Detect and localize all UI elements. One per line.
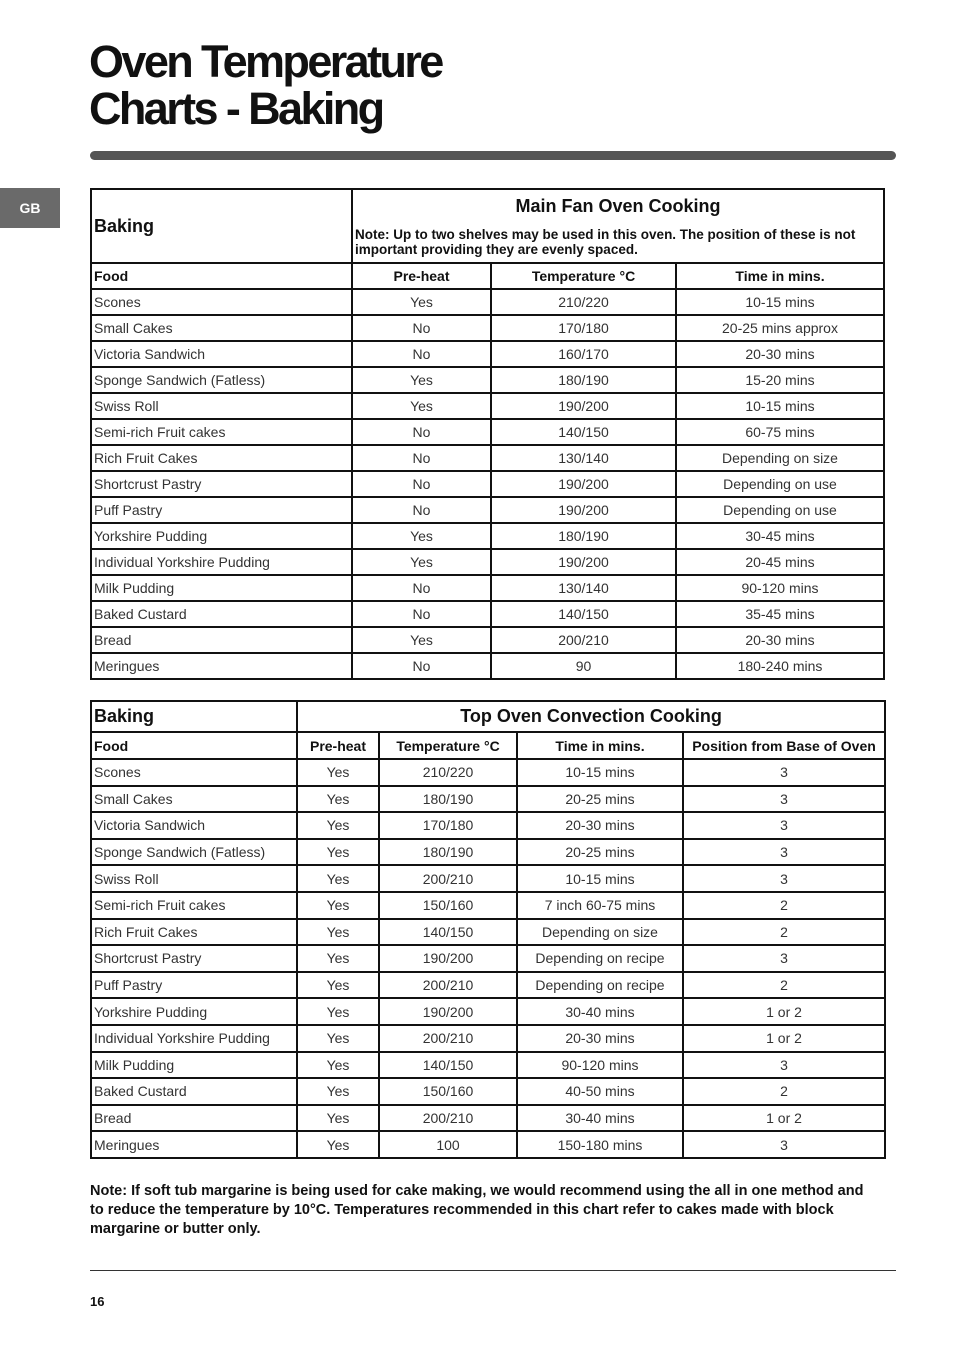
temperature-cell: 150/160	[379, 1078, 517, 1105]
temperature-cell: 180/190	[379, 839, 517, 866]
time-cell: 7 inch 60-75 mins	[517, 892, 683, 919]
food-cell: Individual Yorkshire Pudding	[91, 549, 352, 575]
time-cell: 15-20 mins	[676, 367, 884, 393]
temperature-cell: 200/210	[379, 1105, 517, 1132]
temperature-cell: 130/140	[491, 445, 676, 471]
time-cell: 20-25 mins	[517, 839, 683, 866]
temperature-cell: 190/200	[491, 471, 676, 497]
table-row	[91, 445, 884, 471]
table2-baking-label: Baking	[91, 701, 297, 732]
preheat-cell: Yes	[352, 367, 491, 393]
position-cell: 3	[683, 812, 885, 839]
time-cell: 150-180 mins	[517, 1131, 683, 1158]
position-cell: 3	[683, 786, 885, 813]
time-cell: 10-15 mins	[676, 393, 884, 419]
food-cell: Individual Yorkshire Pudding	[91, 1025, 297, 1052]
table2-col-temperature: Temperature °C	[379, 732, 517, 759]
position-cell: 3	[683, 1052, 885, 1079]
table-row	[91, 892, 885, 919]
food-cell: Milk Pudding	[91, 575, 352, 601]
time-cell: 90-120 mins	[517, 1052, 683, 1079]
table-row	[91, 601, 884, 627]
time-cell: 60-75 mins	[676, 419, 884, 445]
time-cell: 20-30 mins	[676, 627, 884, 653]
temperature-cell: 190/200	[491, 497, 676, 523]
table1-title: Main Fan Oven Cooking	[515, 195, 721, 216]
time-cell: 30-40 mins	[517, 1105, 683, 1132]
time-cell: 20-25 mins	[517, 786, 683, 813]
table-row	[91, 919, 885, 946]
time-cell: Depending on size	[676, 445, 884, 471]
table1-baking-label: Baking	[91, 189, 352, 263]
position-cell: 3	[683, 865, 885, 892]
table-row	[91, 549, 884, 575]
preheat-cell: Yes	[297, 839, 379, 866]
position-cell: 3	[683, 759, 885, 786]
temperature-cell: 90	[491, 653, 676, 679]
time-cell: 20-30 mins	[517, 812, 683, 839]
temperature-cell: 210/220	[379, 759, 517, 786]
food-cell: Victoria Sandwich	[91, 341, 352, 367]
food-cell: Sponge Sandwich (Fatless)	[91, 367, 352, 393]
position-cell: 3	[683, 945, 885, 972]
food-cell: Rich Fruit Cakes	[91, 919, 297, 946]
preheat-cell: Yes	[352, 393, 491, 419]
time-cell: 10-15 mins	[517, 759, 683, 786]
preheat-cell: No	[352, 315, 491, 341]
table-row	[91, 315, 884, 341]
table1-col-preheat: Pre-heat	[352, 263, 491, 289]
preheat-cell: Yes	[352, 627, 491, 653]
preheat-cell: No	[352, 341, 491, 367]
temperature-cell: 190/200	[379, 945, 517, 972]
food-cell: Small Cakes	[91, 315, 352, 341]
time-cell: 30-40 mins	[517, 998, 683, 1025]
food-cell: Milk Pudding	[91, 1052, 297, 1079]
time-cell: 30-45 mins	[676, 523, 884, 549]
position-cell: 3	[683, 1131, 885, 1158]
food-cell: Baked Custard	[91, 1078, 297, 1105]
table-row	[91, 1052, 885, 1079]
temperature-cell: 170/180	[491, 315, 676, 341]
footer-rule	[90, 1270, 896, 1271]
temperature-cell: 210/220	[491, 289, 676, 315]
position-cell: 1 or 2	[683, 1025, 885, 1052]
temperature-cell: 200/210	[379, 972, 517, 999]
table2-col-preheat: Pre-heat	[297, 732, 379, 759]
table2-body	[91, 759, 885, 1158]
food-cell: Sponge Sandwich (Fatless)	[91, 839, 297, 866]
temperature-cell: 190/200	[491, 393, 676, 419]
preheat-cell: Yes	[297, 1025, 379, 1052]
table1-column-headers	[91, 263, 884, 289]
preheat-cell: Yes	[297, 892, 379, 919]
table-row	[91, 523, 884, 549]
preheat-cell: Yes	[297, 865, 379, 892]
position-cell: 3	[683, 839, 885, 866]
preheat-cell: No	[352, 497, 491, 523]
food-cell: Bread	[91, 1105, 297, 1132]
food-cell: Meringues	[91, 653, 352, 679]
main-fan-oven-table	[90, 188, 885, 680]
temperature-cell: 160/170	[491, 341, 676, 367]
table-row	[91, 419, 884, 445]
time-cell: Depending on recipe	[517, 972, 683, 999]
temperature-cell: 100	[379, 1131, 517, 1158]
table-row	[91, 289, 884, 315]
time-cell: 20-30 mins	[517, 1025, 683, 1052]
food-cell: Shortcrust Pastry	[91, 945, 297, 972]
temperature-cell: 200/210	[491, 627, 676, 653]
preheat-cell: Yes	[297, 1052, 379, 1079]
preheat-cell: Yes	[297, 1131, 379, 1158]
table-row	[91, 812, 885, 839]
table2-col-time: Time in mins.	[517, 732, 683, 759]
time-cell: 20-25 mins approx	[676, 315, 884, 341]
temperature-cell: 140/150	[379, 919, 517, 946]
position-cell: 1 or 2	[683, 1105, 885, 1132]
table-row	[91, 1078, 885, 1105]
food-cell: Scones	[91, 759, 297, 786]
temperature-cell: 180/190	[491, 367, 676, 393]
page-title-line-2: Charts - Baking	[89, 83, 383, 134]
time-cell: Depending on size	[517, 919, 683, 946]
table-row	[91, 471, 884, 497]
food-cell: Yorkshire Pudding	[91, 998, 297, 1025]
table-row	[91, 627, 884, 653]
language-tab: GB	[0, 188, 60, 228]
table-row	[91, 972, 885, 999]
food-cell: Semi-rich Fruit cakes	[91, 892, 297, 919]
temperature-cell: 190/200	[491, 549, 676, 575]
table2-title: Top Oven Convection Cooking	[297, 701, 885, 732]
top-oven-convection-table	[90, 700, 886, 1159]
temperature-cell: 140/150	[491, 601, 676, 627]
food-cell: Scones	[91, 289, 352, 315]
table-row	[91, 575, 884, 601]
preheat-cell: Yes	[297, 759, 379, 786]
food-cell: Yorkshire Pudding	[91, 523, 352, 549]
position-cell: 2	[683, 1078, 885, 1105]
table-row	[91, 367, 884, 393]
time-cell: 20-45 mins	[676, 549, 884, 575]
table-row	[91, 945, 885, 972]
table1-note: Note: Up to two shelves may be used in this oven. The position of these is not important providing they are evenly spaced.	[355, 226, 856, 257]
table1-col-time: Time in mins.	[676, 263, 884, 289]
food-cell: Meringues	[91, 1131, 297, 1158]
food-cell: Puff Pastry	[91, 972, 297, 999]
preheat-cell: No	[352, 471, 491, 497]
preheat-cell: Yes	[352, 523, 491, 549]
time-cell: 10-15 mins	[517, 865, 683, 892]
temperature-cell: 130/140	[491, 575, 676, 601]
time-cell: 90-120 mins	[676, 575, 884, 601]
header-rule	[90, 151, 896, 160]
food-cell: Rich Fruit Cakes	[91, 445, 352, 471]
food-cell: Small Cakes	[91, 786, 297, 813]
table-row	[91, 865, 885, 892]
table2-col-position: Position from Base of Oven	[683, 732, 885, 759]
table-row	[91, 653, 884, 679]
food-cell: Baked Custard	[91, 601, 352, 627]
position-cell: 1 or 2	[683, 998, 885, 1025]
temperature-cell: 170/180	[379, 812, 517, 839]
temperature-cell: 200/210	[379, 865, 517, 892]
temperature-cell: 190/200	[379, 998, 517, 1025]
page-number: 16	[90, 1294, 105, 1309]
preheat-cell: Yes	[297, 945, 379, 972]
food-cell: Swiss Roll	[91, 865, 297, 892]
preheat-cell: Yes	[297, 1105, 379, 1132]
table1-col-temperature: Temperature °C	[491, 263, 676, 289]
food-cell: Swiss Roll	[91, 393, 352, 419]
food-cell: Puff Pastry	[91, 497, 352, 523]
time-cell: 20-30 mins	[676, 341, 884, 367]
food-cell: Victoria Sandwich	[91, 812, 297, 839]
table-row	[91, 786, 885, 813]
page-title-line-1: Oven Temperature	[89, 36, 442, 87]
temperature-cell: 140/150	[379, 1052, 517, 1079]
table-row	[91, 393, 884, 419]
position-cell: 2	[683, 919, 885, 946]
preheat-cell: No	[352, 445, 491, 471]
preheat-cell: No	[352, 653, 491, 679]
preheat-cell: Yes	[297, 998, 379, 1025]
time-cell: 35-45 mins	[676, 601, 884, 627]
page-title	[89, 38, 442, 132]
table1-header	[352, 189, 884, 263]
preheat-cell: No	[352, 575, 491, 601]
food-cell: Shortcrust Pastry	[91, 471, 352, 497]
food-cell: Semi-rich Fruit cakes	[91, 419, 352, 445]
position-cell: 2	[683, 972, 885, 999]
temperature-cell: 180/190	[491, 523, 676, 549]
table-row	[91, 998, 885, 1025]
temperature-cell: 200/210	[379, 1025, 517, 1052]
table2-col-food: Food	[91, 732, 297, 759]
food-cell: Bread	[91, 627, 352, 653]
preheat-cell: Yes	[297, 786, 379, 813]
time-cell: 180-240 mins	[676, 653, 884, 679]
position-cell: 2	[683, 892, 885, 919]
preheat-cell: Yes	[352, 289, 491, 315]
time-cell: Depending on use	[676, 471, 884, 497]
table-row	[91, 839, 885, 866]
temperature-cell: 140/150	[491, 419, 676, 445]
table-row	[91, 1105, 885, 1132]
preheat-cell: No	[352, 419, 491, 445]
preheat-cell: Yes	[297, 919, 379, 946]
preheat-cell: Yes	[297, 812, 379, 839]
preheat-cell: No	[352, 601, 491, 627]
table1-body	[91, 289, 884, 679]
table2-column-headers	[91, 732, 885, 759]
time-cell: Depending on use	[676, 497, 884, 523]
footnote: Note: If soft tub margarine is being used for cake making, we would recommend using the all in one method and to reduce the temperature by 10°C. Temperatures recommended in this chart refer to cakes made with block margarine or butter only.	[90, 1183, 864, 1237]
time-cell: Depending on recipe	[517, 945, 683, 972]
preheat-cell: Yes	[297, 1078, 379, 1105]
table-row	[91, 1131, 885, 1158]
preheat-cell: Yes	[352, 549, 491, 575]
time-cell: 10-15 mins	[676, 289, 884, 315]
temperature-cell: 180/190	[379, 786, 517, 813]
table-row	[91, 759, 885, 786]
table-row	[91, 1025, 885, 1052]
table-row	[91, 497, 884, 523]
table1-col-food: Food	[91, 263, 352, 289]
time-cell: 40-50 mins	[517, 1078, 683, 1105]
table-row	[91, 341, 884, 367]
temperature-cell: 150/160	[379, 892, 517, 919]
preheat-cell: Yes	[297, 972, 379, 999]
